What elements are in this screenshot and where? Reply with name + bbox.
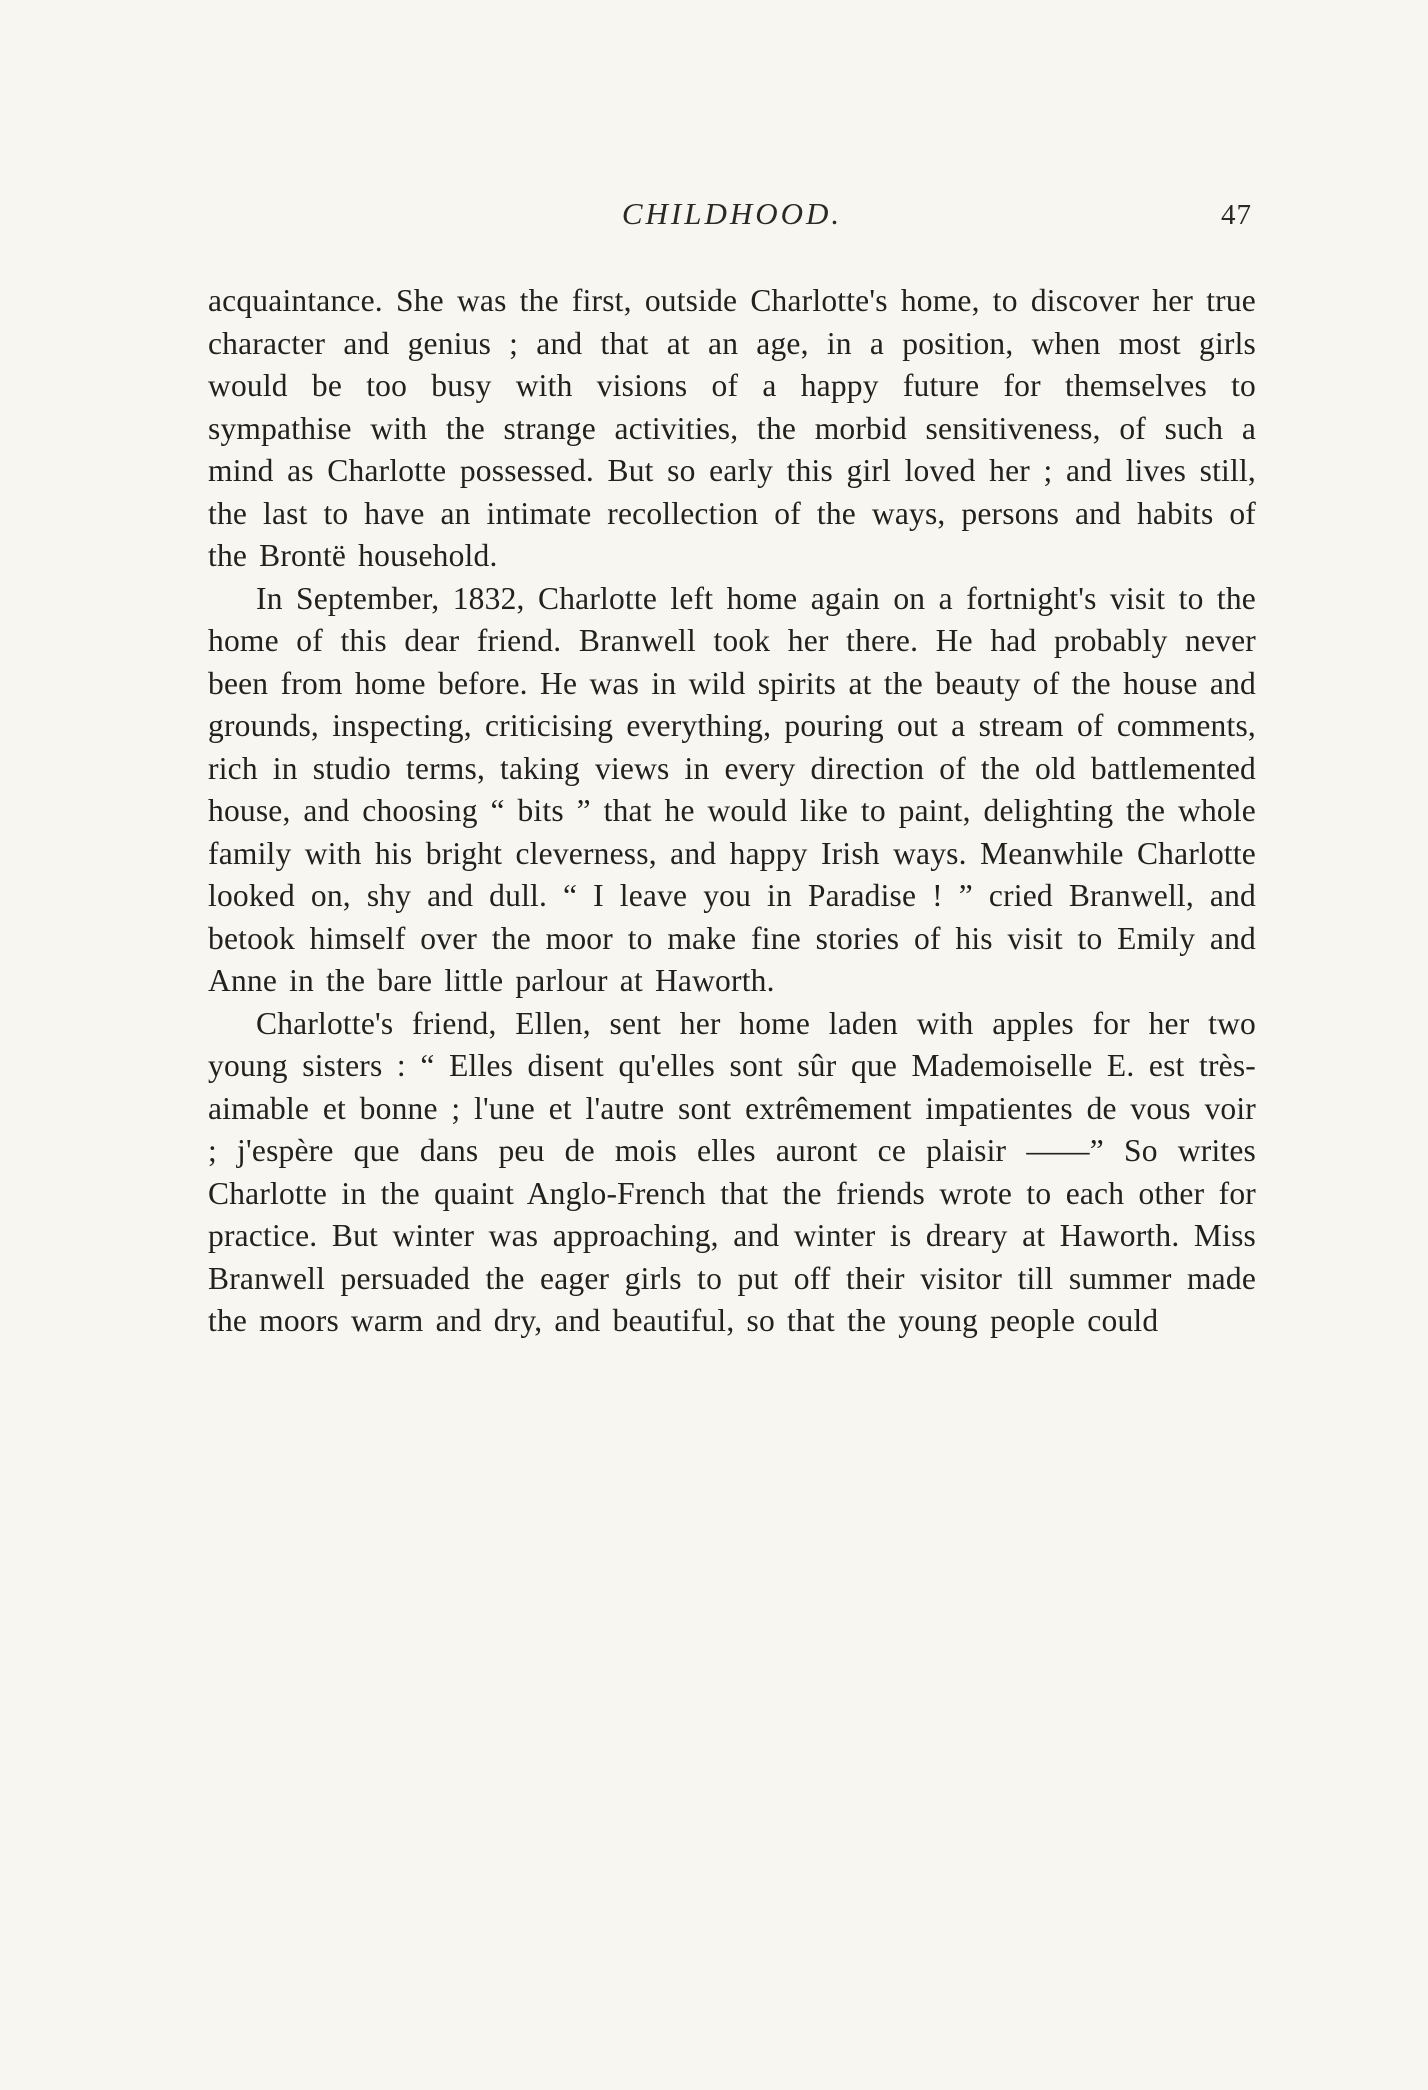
- paragraph: acquaintance. She was the first, outside Charlotte's home, to discover her true character and genius ; and that at an age, in a position, when most girls would be too busy with visions of a happy future for themselves to sympathise with the strange activities, the morbid sensitiveness, of such a mind as Charlotte possessed. But so early this girl loved her ; and lives still, the last to have an intimate recollection of the ways, persons and habits of the Brontë household.: [208, 283, 1256, 573]
- page-number: 47: [1221, 199, 1252, 231]
- paragraph: Charlotte's friend, Ellen, sent her home laden with apples for her two young sisters : “ Elles disent qu'elles sont sûr que Mademoiselle E. est très-aimable et bonne ; l'une et l'autre sont extrêmement impatientes de vous voir ; j'espère que dans peu de mois elles auront ce plaisir ——” So writes Charlotte in the quaint Anglo-French that the friends wrote to each other for practice. But winter was approaching, and winter is dreary at Haworth. Miss Branwell persuaded the eager girls to put off their visitor till summer made the moors warm and dry, and beautiful, so that the young people could: [208, 1005, 1256, 1338]
- paragraph: In September, 1832, Charlotte left home again on a fortnight's visit to the home of this dear friend. Branwell took her there. He had probably never been from home before. He was in wild spirits at the beauty of the house and grounds, inspecting, criticising everything, pouring out a stream of comments, rich in studio terms, taking views in every direction of the old battlemented house, and choosing “ bits ” that he would like to paint, delighting the whole family with his bright cleverness, and happy Irish ways. Meanwhile Charlotte looked on, shy and dull. “ I leave you in Paradise ! ” cried Branwell, and betook himself over the moor to make fine stories of his visit to Emily and Anne in the bare little parlour at Haworth.: [208, 580, 1256, 998]
- running-title: CHILDHOOD.: [621, 196, 843, 231]
- body-text: [208, 280, 1256, 1343]
- page-header: [208, 196, 1256, 248]
